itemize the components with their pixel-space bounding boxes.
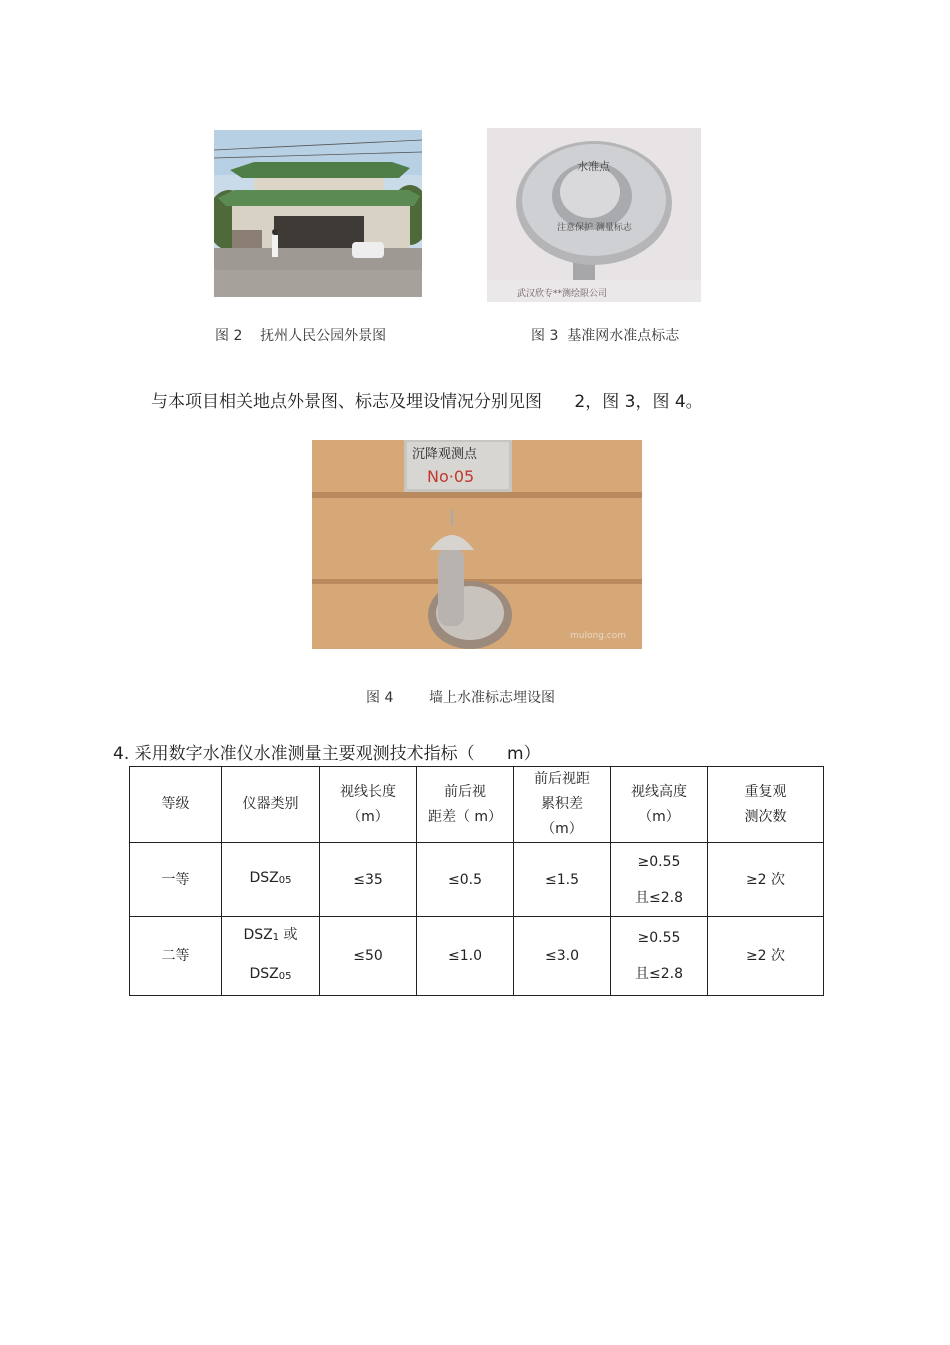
- benchmark-subtext: 注意保护 测量标志: [557, 223, 632, 233]
- header-repeat-count: 重复观 测次数: [708, 767, 824, 843]
- cell-sight-height: ≥0.55 且≤2.8: [611, 917, 708, 996]
- cell-repeat-count: ≥2 次: [708, 917, 824, 996]
- header-sight-height: 视线高度 （m）: [611, 767, 708, 843]
- wall-photo-watermark: mulong.com: [570, 631, 626, 641]
- table-row: [130, 917, 824, 996]
- plate-number: No·05: [427, 467, 475, 486]
- header-grade: 等级: [130, 767, 222, 843]
- header-fb-diff: 前后视 距差（ m）: [417, 767, 514, 843]
- cell-sight-length: ≤35: [320, 843, 417, 917]
- leveling-spec-table: [129, 766, 824, 996]
- cell-fb-diff: ≤1.0: [417, 917, 514, 996]
- benchmark-title: 水准点: [577, 160, 610, 173]
- cell-fb-cumulative: ≤3.0: [514, 917, 611, 996]
- cell-repeat-count: ≥2 次: [708, 843, 824, 917]
- intro-paragraph: 与本项目相关地点外景图、标志及埋设情况分别见图 2，图 3，图 4。: [151, 392, 703, 412]
- cell-grade: 二等: [130, 917, 222, 996]
- cell-grade: 一等: [130, 843, 222, 917]
- cell-instrument: $DSZ_1$ 或 $DSZ_{05}$: [222, 917, 320, 996]
- cell-instrument: $DSZ_{05}$: [222, 843, 320, 917]
- figure-4-wall-marker-photo: [312, 440, 642, 649]
- cell-sight-length: ≤50: [320, 917, 417, 996]
- cell-sight-height: ≥0.55 且≤2.8: [611, 843, 708, 917]
- header-sight-length: 视线长度 （m）: [320, 767, 417, 843]
- figure-3-caption: 图 3 基准网水准点标志: [531, 328, 680, 344]
- header-instrument: 仪器类别: [222, 767, 320, 843]
- cell-fb-diff: ≤0.5: [417, 843, 514, 917]
- benchmark-watermark: 武汉欣专**测绘限公司: [517, 289, 608, 299]
- figure-3-benchmark-photo: [487, 128, 701, 302]
- section-heading: 4. 采用数字水准仪水准测量主要观测技术指标（ m）: [113, 744, 541, 764]
- table-header-row: [130, 767, 824, 843]
- cell-fb-cumulative: ≤1.5: [514, 843, 611, 917]
- header-fb-cumulative: 前后视距 累积差 （m）: [514, 767, 611, 843]
- figure-2-caption: 图 2 抚州人民公园外景图: [215, 328, 387, 344]
- figure-4-caption: 图 4 墙上水准标志埋设图: [366, 690, 555, 706]
- table-row: [130, 843, 824, 917]
- figure-2-park-photo: [214, 130, 422, 297]
- plate-title: 沉降观测点: [412, 447, 478, 462]
